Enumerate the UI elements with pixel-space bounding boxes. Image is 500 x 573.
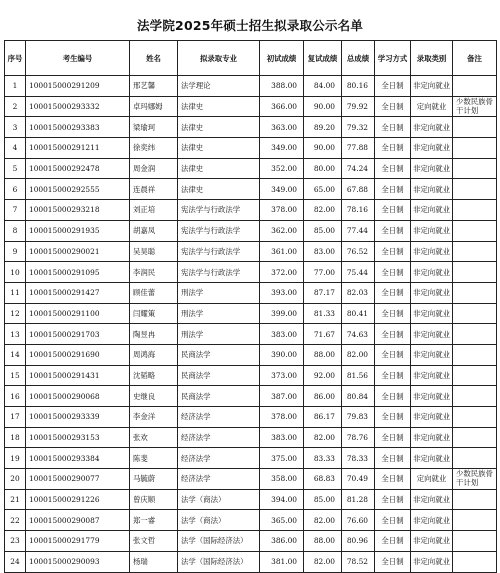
cell-name: 马毓蔚 [130, 469, 178, 490]
cell-remarks: 少数民族骨干计划 [453, 96, 497, 117]
cell-prelim-score: 362.00 [260, 220, 304, 241]
cell-remarks [453, 262, 497, 283]
cell-prelim-score: 394.00 [260, 489, 304, 510]
cell-total-score: 80.84 [342, 386, 375, 407]
table-row [5, 324, 497, 345]
cell-total-score: 70.49 [342, 469, 375, 490]
cell-remarks [453, 241, 497, 262]
cell-index: 4 [5, 138, 26, 159]
cell-prelim-score: 386.00 [260, 531, 304, 552]
cell-admission-type: 定向就业 [411, 96, 453, 117]
cell-major: 民商法学 [178, 344, 260, 365]
cell-major: 法学理论 [178, 76, 260, 97]
cell-total-score: 82.00 [342, 344, 375, 365]
cell-study-mode: 全日制 [375, 200, 411, 221]
cell-index: 19 [5, 448, 26, 469]
table-row [5, 407, 497, 428]
cell-remarks [453, 158, 497, 179]
cell-admission-type: 非定向就业 [411, 200, 453, 221]
page-title: 法学院2025年硕士招生拟录取公示名单 [136, 18, 364, 33]
cell-prelim-score: 361.00 [260, 241, 304, 262]
cell-exam-id: 100015000293384 [26, 448, 130, 469]
header-study-mode: 学习方式 [375, 41, 411, 76]
table-row [5, 179, 497, 200]
cell-name: 刘正培 [130, 200, 178, 221]
cell-remarks [453, 324, 497, 345]
cell-prelim-score: 378.00 [260, 200, 304, 221]
cell-remarks [453, 407, 497, 428]
cell-index: 7 [5, 200, 26, 221]
cell-study-mode: 全日制 [375, 489, 411, 510]
cell-remarks [453, 179, 497, 200]
cell-prelim-score: 373.00 [260, 365, 304, 386]
cell-admission-type: 非定向就业 [411, 427, 453, 448]
header-total-score: 总成绩 [342, 41, 375, 76]
cell-retest-score: 77.00 [304, 262, 342, 283]
cell-study-mode: 全日制 [375, 407, 411, 428]
admission-table [4, 40, 497, 573]
cell-retest-score: 85.00 [304, 489, 342, 510]
cell-name: 张文哲 [130, 531, 178, 552]
cell-total-score: 76.60 [342, 510, 375, 531]
cell-total-score: 78.76 [342, 427, 375, 448]
cell-index: 3 [5, 117, 26, 138]
cell-name: 张欢 [130, 427, 178, 448]
cell-exam-id: 100015000293218 [26, 200, 130, 221]
cell-index: 15 [5, 365, 26, 386]
cell-name: 沈韬略 [130, 365, 178, 386]
cell-remarks [453, 531, 497, 552]
cell-name: 陶昱冉 [130, 324, 178, 345]
cell-prelim-score: 393.00 [260, 282, 304, 303]
cell-major: 民商法学 [178, 386, 260, 407]
cell-exam-id: 100015000291427 [26, 282, 130, 303]
cell-admission-type: 非定向就业 [411, 531, 453, 552]
cell-admission-type: 非定向就业 [411, 324, 453, 345]
cell-total-score: 80.96 [342, 531, 375, 552]
table-row [5, 96, 497, 117]
cell-remarks [453, 303, 497, 324]
cell-study-mode: 全日制 [375, 117, 411, 138]
cell-major: 法律史 [178, 96, 260, 117]
cell-prelim-score: 390.00 [260, 344, 304, 365]
table-row [5, 386, 497, 407]
cell-admission-type: 非定向就业 [411, 241, 453, 262]
cell-admission-type: 非定向就业 [411, 138, 453, 159]
table-row [5, 241, 497, 262]
cell-exam-id: 100015000291095 [26, 262, 130, 283]
cell-index: 11 [5, 282, 26, 303]
cell-study-mode: 全日制 [375, 448, 411, 469]
cell-total-score: 74.24 [342, 158, 375, 179]
header-name: 姓名 [130, 41, 178, 76]
table-row [5, 551, 497, 572]
cell-retest-score: 90.00 [304, 96, 342, 117]
table-row [5, 531, 497, 552]
cell-major: 法学（国际经济法） [178, 551, 260, 572]
header-admission-type: 录取类别 [411, 41, 453, 76]
cell-total-score: 77.88 [342, 138, 375, 159]
cell-study-mode: 全日制 [375, 531, 411, 552]
cell-prelim-score: 352.00 [260, 158, 304, 179]
cell-retest-score: 90.00 [304, 138, 342, 159]
cell-admission-type: 非定向就业 [411, 365, 453, 386]
cell-exam-id: 100015000290087 [26, 510, 130, 531]
cell-total-score: 77.44 [342, 220, 375, 241]
cell-exam-id: 100015000290068 [26, 386, 130, 407]
cell-admission-type: 非定向就业 [411, 282, 453, 303]
cell-exam-id: 100015000291690 [26, 344, 130, 365]
cell-exam-id: 100015000291935 [26, 220, 130, 241]
cell-study-mode: 全日制 [375, 344, 411, 365]
cell-prelim-score: 383.00 [260, 324, 304, 345]
cell-admission-type: 非定向就业 [411, 303, 453, 324]
cell-exam-id: 100015000293153 [26, 427, 130, 448]
cell-index: 17 [5, 407, 26, 428]
cell-retest-score: 82.00 [304, 427, 342, 448]
cell-retest-score: 82.00 [304, 510, 342, 531]
cell-retest-score: 80.00 [304, 158, 342, 179]
cell-remarks [453, 386, 497, 407]
cell-name: 史继良 [130, 386, 178, 407]
cell-retest-score: 71.67 [304, 324, 342, 345]
cell-name: 陈斐 [130, 448, 178, 469]
cell-major: 宪法学与行政法学 [178, 262, 260, 283]
cell-study-mode: 全日制 [375, 510, 411, 531]
header-remarks: 备注 [453, 41, 497, 76]
cell-index: 18 [5, 427, 26, 448]
cell-prelim-score: 358.00 [260, 469, 304, 490]
cell-admission-type: 非定向就业 [411, 344, 453, 365]
cell-name: 顾佳蕾 [130, 282, 178, 303]
cell-exam-id: 100015000292555 [26, 179, 130, 200]
cell-admission-type: 非定向就业 [411, 76, 453, 97]
cell-major: 法律史 [178, 179, 260, 200]
cell-major: 经济法学 [178, 469, 260, 490]
cell-retest-score: 65.00 [304, 179, 342, 200]
cell-major: 法学（国际经济法） [178, 531, 260, 552]
cell-remarks [453, 344, 497, 365]
cell-retest-score: 89.20 [304, 117, 342, 138]
cell-index: 20 [5, 469, 26, 490]
cell-study-mode: 全日制 [375, 262, 411, 283]
cell-total-score: 80.16 [342, 76, 375, 97]
cell-prelim-score: 366.00 [260, 96, 304, 117]
table-body [5, 76, 497, 573]
cell-exam-id: 100015000291226 [26, 489, 130, 510]
cell-name: 曾庆顺 [130, 489, 178, 510]
cell-major: 刑法学 [178, 324, 260, 345]
cell-retest-score: 86.17 [304, 407, 342, 428]
cell-retest-score: 83.33 [304, 448, 342, 469]
cell-exam-id: 100015000290093 [26, 551, 130, 572]
cell-exam-id: 100015000291209 [26, 76, 130, 97]
cell-prelim-score: 388.00 [260, 76, 304, 97]
table-row [5, 138, 497, 159]
table-row [5, 220, 497, 241]
cell-admission-type: 非定向就业 [411, 448, 453, 469]
cell-prelim-score: 375.00 [260, 448, 304, 469]
cell-index: 22 [5, 510, 26, 531]
cell-retest-score: 82.00 [304, 200, 342, 221]
cell-major: 刑法学 [178, 282, 260, 303]
cell-admission-type: 非定向就业 [411, 510, 453, 531]
table-row [5, 282, 497, 303]
header-prelim-score: 初试成绩 [260, 41, 304, 76]
table-row [5, 448, 497, 469]
cell-index: 23 [5, 531, 26, 552]
cell-major: 法律史 [178, 138, 260, 159]
cell-study-mode: 全日制 [375, 469, 411, 490]
cell-index: 21 [5, 489, 26, 510]
cell-major: 经济法学 [178, 427, 260, 448]
cell-remarks [453, 282, 497, 303]
cell-exam-id: 100015000290077 [26, 469, 130, 490]
cell-total-score: 74.63 [342, 324, 375, 345]
cell-major: 法律史 [178, 117, 260, 138]
cell-exam-id: 100015000291100 [26, 303, 130, 324]
cell-study-mode: 全日制 [375, 551, 411, 572]
cell-retest-score: 81.33 [304, 303, 342, 324]
cell-total-score: 81.56 [342, 365, 375, 386]
cell-index: 9 [5, 241, 26, 262]
cell-name: 连晨祥 [130, 179, 178, 200]
cell-name: 吴昊聪 [130, 241, 178, 262]
cell-admission-type: 非定向就业 [411, 489, 453, 510]
cell-prelim-score: 387.00 [260, 386, 304, 407]
cell-retest-score: 88.00 [304, 344, 342, 365]
cell-index: 14 [5, 344, 26, 365]
cell-index: 8 [5, 220, 26, 241]
table-row [5, 510, 497, 531]
table-header-row [5, 41, 497, 76]
cell-name: 周金润 [130, 158, 178, 179]
cell-total-score: 79.83 [342, 407, 375, 428]
cell-index: 5 [5, 158, 26, 179]
cell-exam-id: 100015000293383 [26, 117, 130, 138]
cell-total-score: 81.28 [342, 489, 375, 510]
cell-major: 宪法学与行政法学 [178, 220, 260, 241]
table-row [5, 158, 497, 179]
cell-remarks [453, 76, 497, 97]
header-major: 拟录取专业 [178, 41, 260, 76]
cell-study-mode: 全日制 [375, 386, 411, 407]
cell-index: 24 [5, 551, 26, 572]
cell-exam-id: 100015000291703 [26, 324, 130, 345]
cell-major: 刑法学 [178, 303, 260, 324]
cell-major: 民商法学 [178, 365, 260, 386]
cell-study-mode: 全日制 [375, 220, 411, 241]
table-row [5, 303, 497, 324]
cell-retest-score: 85.00 [304, 220, 342, 241]
header-exam-id: 考生编号 [26, 41, 130, 76]
cell-index: 12 [5, 303, 26, 324]
cell-prelim-score: 381.00 [260, 551, 304, 572]
cell-retest-score: 68.83 [304, 469, 342, 490]
cell-major: 法学（商法） [178, 510, 260, 531]
cell-total-score: 78.16 [342, 200, 375, 221]
cell-total-score: 82.03 [342, 282, 375, 303]
cell-remarks [453, 365, 497, 386]
cell-remarks [453, 510, 497, 531]
cell-study-mode: 全日制 [375, 303, 411, 324]
cell-retest-score: 82.00 [304, 551, 342, 572]
cell-study-mode: 全日制 [375, 158, 411, 179]
cell-name: 徐奕纬 [130, 138, 178, 159]
table-row [5, 365, 497, 386]
table-row [5, 117, 497, 138]
cell-remarks [453, 138, 497, 159]
cell-major: 经济法学 [178, 448, 260, 469]
cell-index: 16 [5, 386, 26, 407]
cell-study-mode: 全日制 [375, 324, 411, 345]
cell-total-score: 79.92 [342, 96, 375, 117]
cell-study-mode: 全日制 [375, 282, 411, 303]
cell-remarks [453, 117, 497, 138]
table-row [5, 200, 497, 221]
cell-exam-id: 100015000291211 [26, 138, 130, 159]
cell-exam-id: 100015000293332 [26, 96, 130, 117]
cell-name: 卓玛娜姆 [130, 96, 178, 117]
cell-study-mode: 全日制 [375, 427, 411, 448]
cell-major: 宪法学与行政法学 [178, 241, 260, 262]
cell-retest-score: 92.00 [304, 365, 342, 386]
cell-exam-id: 100015000290021 [26, 241, 130, 262]
cell-major: 宪法学与行政法学 [178, 200, 260, 221]
cell-total-score: 79.32 [342, 117, 375, 138]
cell-retest-score: 86.00 [304, 386, 342, 407]
cell-prelim-score: 378.00 [260, 407, 304, 428]
cell-admission-type: 非定向就业 [411, 220, 453, 241]
cell-total-score: 67.88 [342, 179, 375, 200]
table-row [5, 469, 497, 490]
cell-index: 13 [5, 324, 26, 345]
cell-admission-type: 非定向就业 [411, 179, 453, 200]
cell-name: 梁瑜珂 [130, 117, 178, 138]
cell-study-mode: 全日制 [375, 138, 411, 159]
cell-retest-score: 84.00 [304, 76, 342, 97]
cell-prelim-score: 372.00 [260, 262, 304, 283]
cell-major: 法律史 [178, 158, 260, 179]
cell-name: 郑一睿 [130, 510, 178, 531]
cell-name: 李金洋 [130, 407, 178, 428]
cell-exam-id: 100015000292478 [26, 158, 130, 179]
cell-prelim-score: 349.00 [260, 138, 304, 159]
cell-prelim-score: 383.00 [260, 427, 304, 448]
cell-retest-score: 83.00 [304, 241, 342, 262]
cell-remarks [453, 489, 497, 510]
cell-study-mode: 全日制 [375, 365, 411, 386]
cell-admission-type: 非定向就业 [411, 262, 453, 283]
table-row [5, 489, 497, 510]
cell-admission-type: 定向就业 [411, 469, 453, 490]
cell-study-mode: 全日制 [375, 96, 411, 117]
cell-prelim-score: 365.00 [260, 510, 304, 531]
cell-name: 闫耀策 [130, 303, 178, 324]
cell-prelim-score: 349.00 [260, 179, 304, 200]
cell-admission-type: 非定向就业 [411, 386, 453, 407]
cell-total-score: 76.52 [342, 241, 375, 262]
cell-total-score: 78.33 [342, 448, 375, 469]
header-index: 序号 [5, 41, 26, 76]
cell-index: 6 [5, 179, 26, 200]
cell-remarks [453, 220, 497, 241]
table-row [5, 427, 497, 448]
cell-prelim-score: 399.00 [260, 303, 304, 324]
table-row [5, 344, 497, 365]
cell-exam-id: 100015000291431 [26, 365, 130, 386]
header-retest-score: 复试成绩 [304, 41, 342, 76]
cell-exam-id: 100015000291779 [26, 531, 130, 552]
cell-major: 法学（商法） [178, 489, 260, 510]
cell-remarks [453, 200, 497, 221]
cell-remarks [453, 551, 497, 572]
cell-admission-type: 非定向就业 [411, 158, 453, 179]
cell-admission-type: 非定向就业 [411, 117, 453, 138]
table-row [5, 262, 497, 283]
cell-remarks [453, 427, 497, 448]
cell-name: 邢艺馨 [130, 76, 178, 97]
cell-study-mode: 全日制 [375, 76, 411, 97]
cell-admission-type: 非定向就业 [411, 407, 453, 428]
cell-total-score: 80.41 [342, 303, 375, 324]
cell-remarks [453, 448, 497, 469]
cell-index: 10 [5, 262, 26, 283]
cell-exam-id: 100015000293339 [26, 407, 130, 428]
cell-index: 2 [5, 96, 26, 117]
cell-prelim-score: 363.00 [260, 117, 304, 138]
cell-total-score: 75.44 [342, 262, 375, 283]
cell-name: 杨瑞 [130, 551, 178, 572]
cell-name: 周鸿海 [130, 344, 178, 365]
cell-major: 经济法学 [178, 407, 260, 428]
cell-name: 李润民 [130, 262, 178, 283]
cell-admission-type: 非定向就业 [411, 551, 453, 572]
cell-retest-score: 88.00 [304, 531, 342, 552]
cell-index: 1 [5, 76, 26, 97]
cell-name: 胡嘉凤 [130, 220, 178, 241]
cell-total-score: 78.52 [342, 551, 375, 572]
cell-study-mode: 全日制 [375, 179, 411, 200]
table-row [5, 76, 497, 97]
cell-retest-score: 87.17 [304, 282, 342, 303]
cell-remarks: 少数民族骨干计划 [453, 469, 497, 490]
cell-study-mode: 全日制 [375, 241, 411, 262]
